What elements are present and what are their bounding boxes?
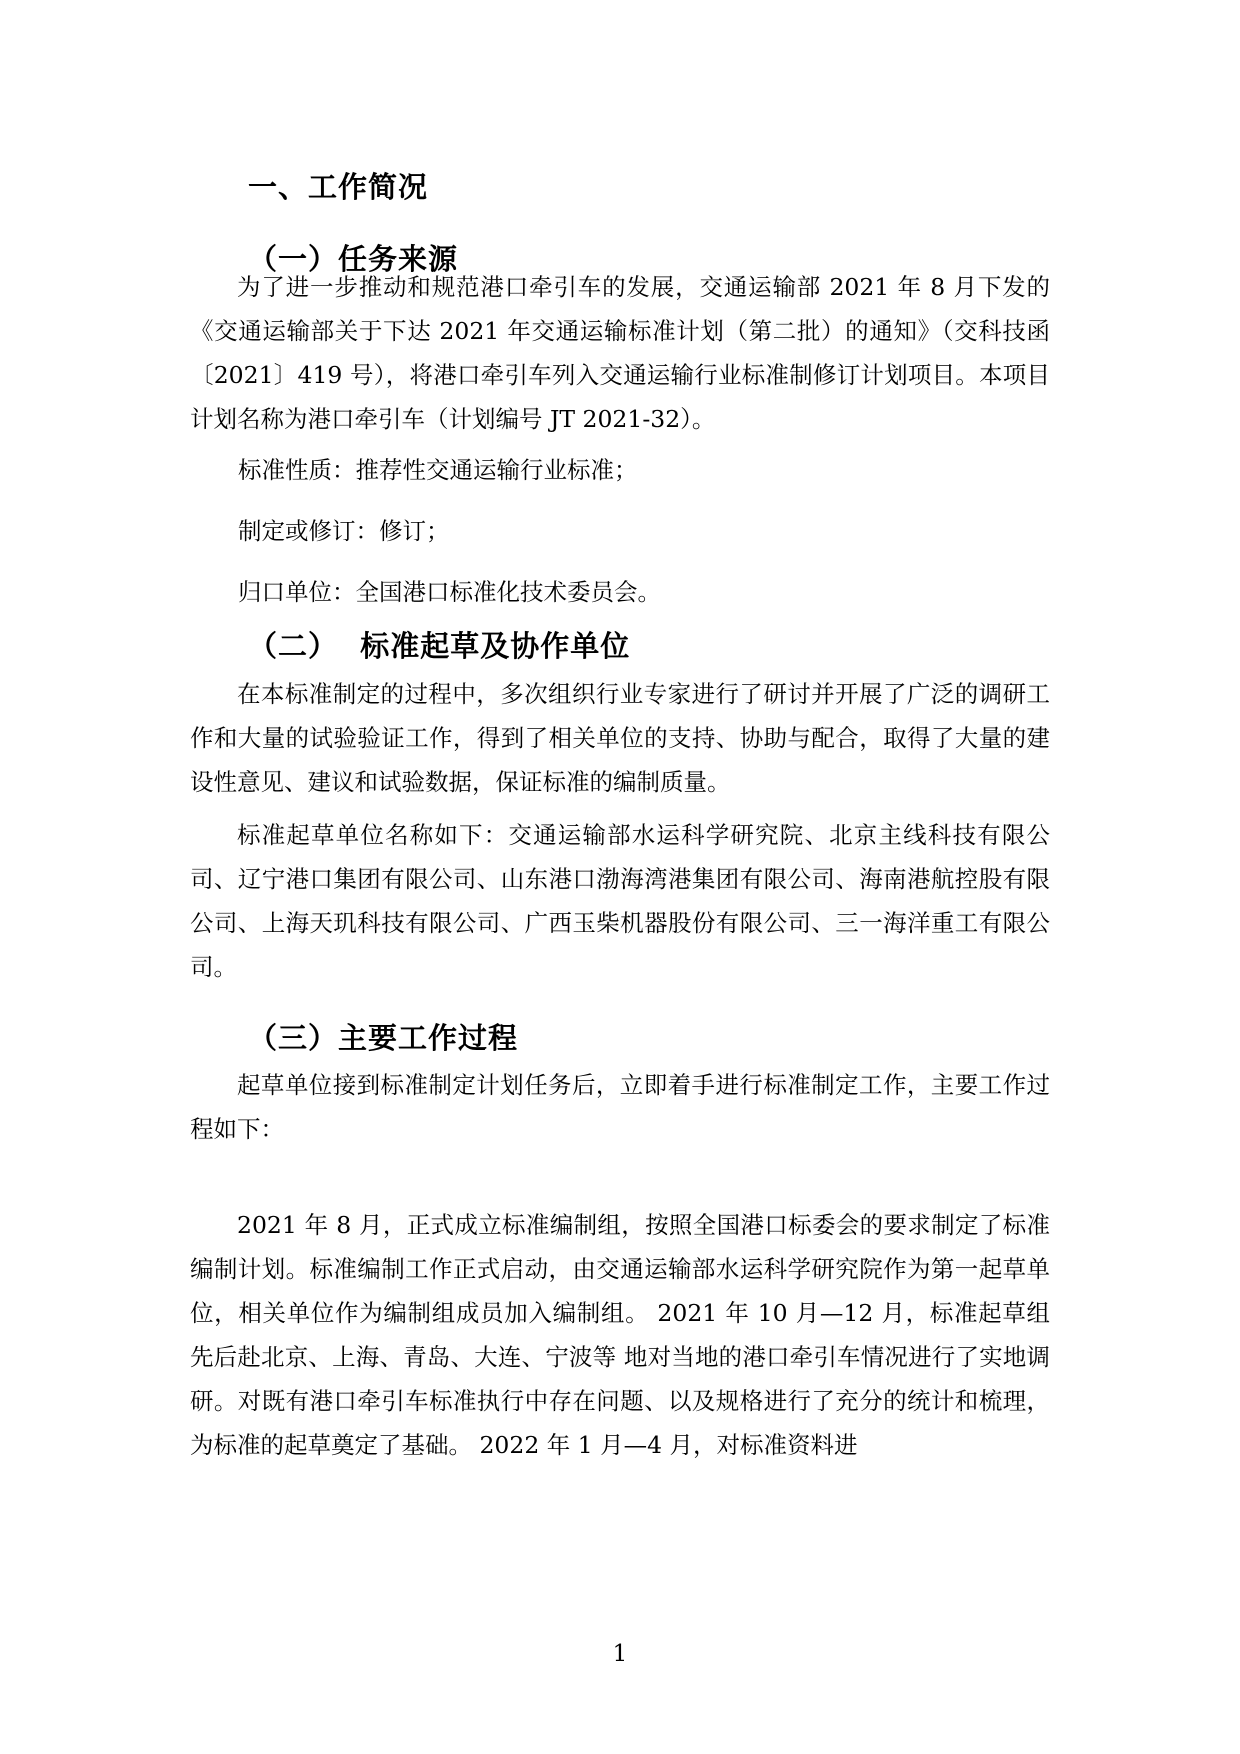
- paragraph: 归口单位：全国港口标准化技术委员会。: [238, 578, 661, 606]
- paragraph: 制定或修订：修订；: [238, 517, 450, 545]
- section-heading: 一、工作简况: [248, 170, 429, 204]
- subsection-heading-work-process: （三）主要工作过程: [248, 1021, 519, 1055]
- paragraph: 标准性质：推荐性交通运输行业标准；: [238, 456, 638, 484]
- paragraph: 在本标准制定的过程中，多次组织行业专家进行了研讨并开展了广泛的调研工作和大量的试验验证工作，得到了相关单位的支持、协助与配合，取得了大量的建设性意见、建议和试验数据，保证标准的编制质量。: [190, 680, 1050, 796]
- paragraph: 标准起草单位名称如下：交通运输部水运科学研究院、北京主线科技有限公司、辽宁港口集团有限公司、山东港口渤海湾港集团有限公司、海南港航控股有限公司、上海天玑科技有限公司、广西玉柴机器股份有限公司、三一海洋重工有限公司。: [190, 821, 1050, 981]
- paragraph: 为了进一步推动和规范港口牵引车的发展，交通运输部 2021 年 8 月下发的《交通运输部关于下达 2021 年交通运输标准计划（第二批）的通知》（交科技函〔2021〕419 号），将港口牵引车列入交通运输行业标准制修订计划项目。本项目计划名称为港口牵引车（计划编号 JT 2021-32）。: [190, 273, 1050, 433]
- paragraph: 2021 年 8 月，正式成立标准编制组，按照全国港口标委会的要求制定了标准编制计划。标准编制工作正式启动，由交通运输部水运科学研究院作为第一起草单位，相关单位作为编制组成员加入编制组。 2021 年 10 月—12 月，标准起草组先后赴北京、上海、青岛、大连、宁波等 地对当地的港口牵引车情况进行了实地调研。对既有港口牵引车标准执行中存在问题、以及规格进行了充分的统计和梳理，为标准的起草奠定了基础。 2022 年 1 月—4 月，对标准资料进: [190, 1211, 1050, 1459]
- paragraph: 起草单位接到标准制定计划任务后，立即着手进行标准制定工作，主要工作过程如下：: [190, 1071, 1050, 1143]
- page-number: 1: [612, 1641, 628, 1667]
- subsection-heading-drafting-units: （二） 标准起草及协作单位: [248, 629, 631, 663]
- subsection-heading-task-source: （一）任务来源: [248, 242, 459, 276]
